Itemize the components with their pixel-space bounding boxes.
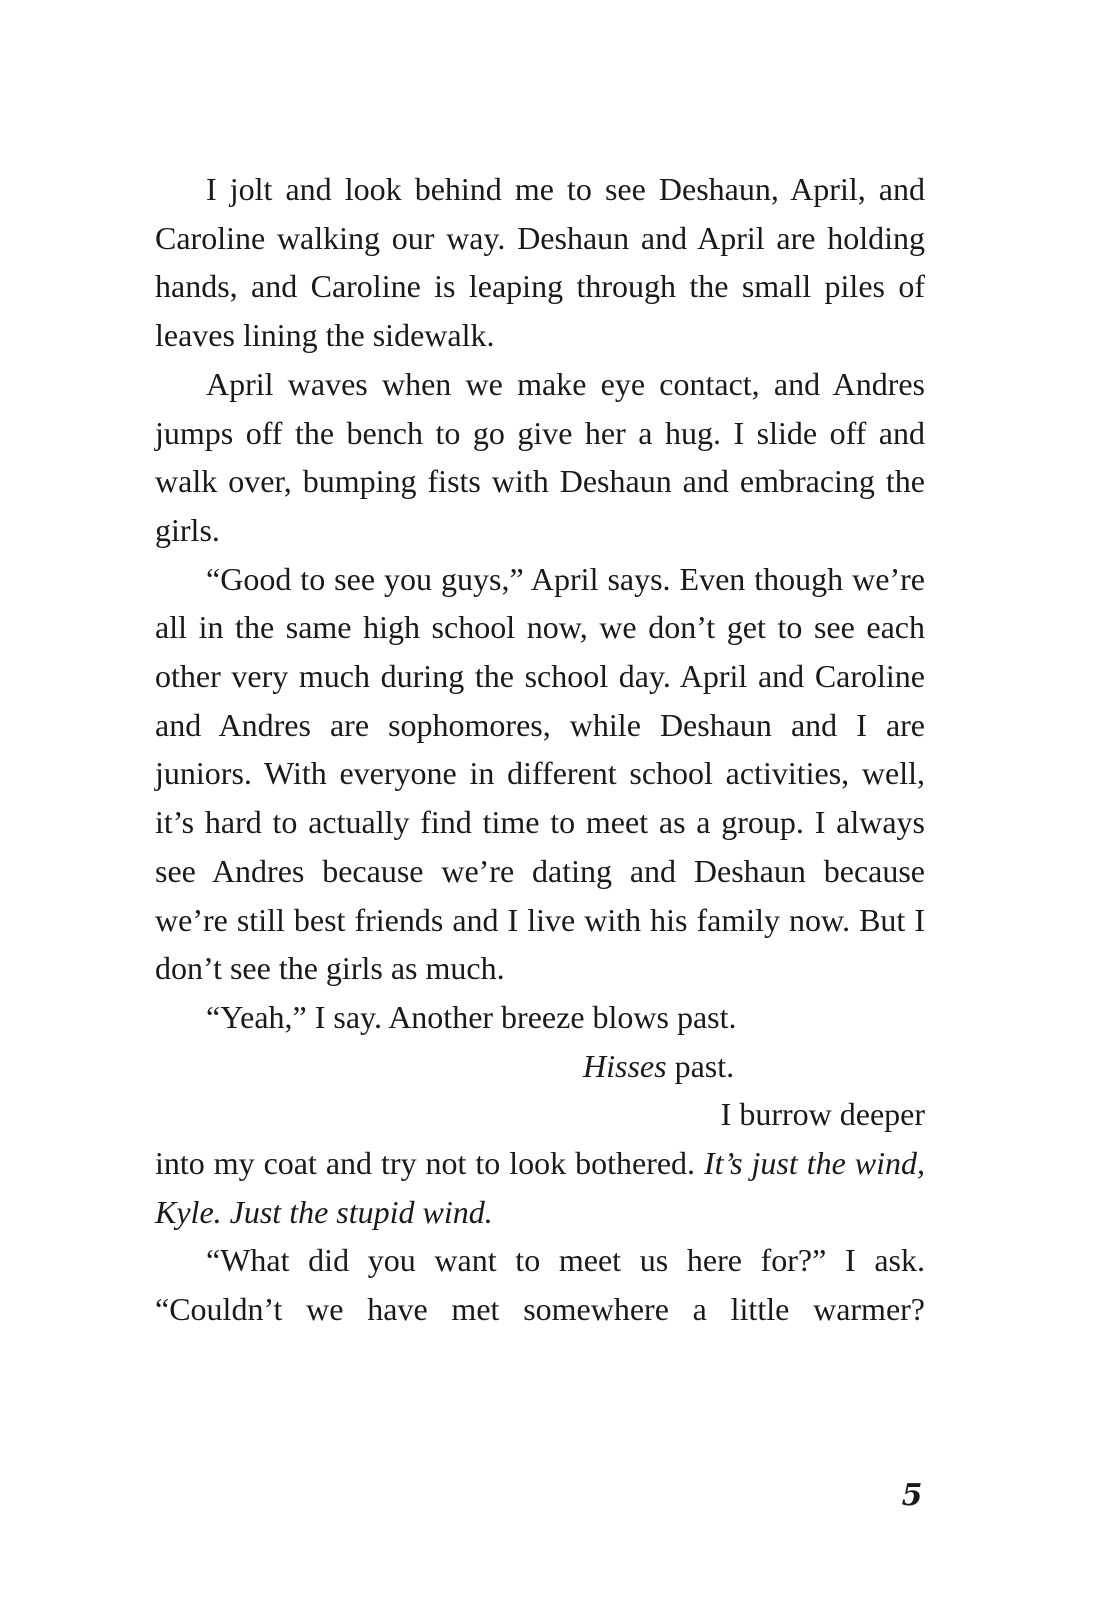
body-text (155, 165, 925, 1334)
paragraph-6-first-line: I burrow deeper (720, 1096, 925, 1133)
paragraph-1: I jolt and look behind me to see Deshaun, April, and Caroline walking our way. Deshaun and April are holding hands, and Caroline is leaping through the small piles of leaves lining the sidewalk. (155, 171, 925, 354)
paragraph-3: “Good to see you guys,” April says. Even though we’re all in the same high school now, we don’t get to see each other very much during the school day. April and Caroline and Andres are sophomores, while Deshaun and I are juniors. With everyone in different school activities, well, it’s hard to actually find time to meet as a group. I always see Andres because we’re dating and Deshaun because we’re still best friends and I live with his family now. But I don’t see the girls as much. (155, 560, 925, 987)
paragraph-2: April waves when we make eye contact, and Andres jumps off the bench to go give her a hug. I slide off and walk over, bumping fists with Deshaun and embracing the girls. (155, 365, 925, 548)
hisses-italic: Hisses (583, 1047, 667, 1084)
paragraph-5 (155, 1042, 925, 1091)
paragraph-7: “What did you want to meet us here for?” I ask. “Couldn’t we have met somewhere a little warmer? (155, 1242, 925, 1328)
hisses-rest: past. (666, 1047, 735, 1084)
page-number: 5 (901, 1478, 923, 1513)
paragraph-6-plain: into my coat and try not to look bothered. (155, 1145, 705, 1182)
paragraph-4: “Yeah,” I say. Another breeze blows past. (206, 998, 737, 1035)
paragraph-6-continued (155, 1139, 925, 1236)
paragraph-6-italic-thought: It’s just the wind, Kyle. Just the stupid wind. (155, 1145, 926, 1230)
